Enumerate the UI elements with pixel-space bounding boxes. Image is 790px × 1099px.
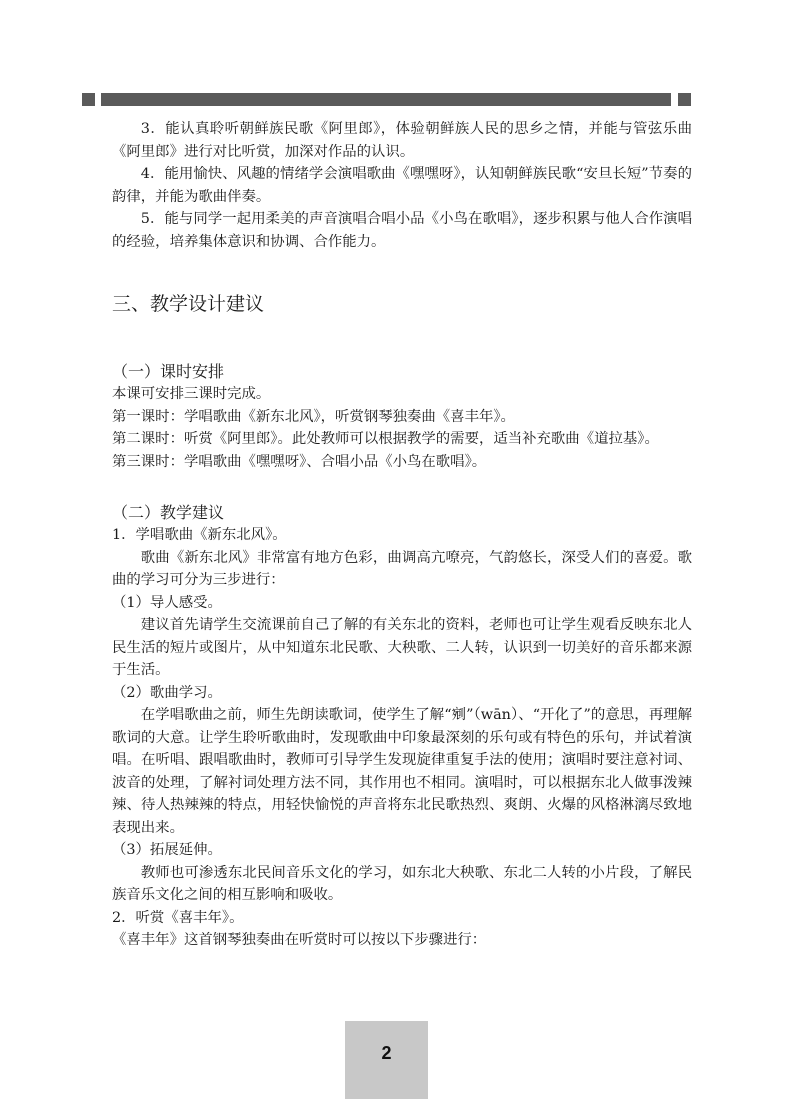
step-2-title: （2）歌曲学习。 [112, 684, 222, 701]
page-number-box [345, 1021, 428, 1099]
step-1-title: （1）导人感受。 [112, 594, 222, 611]
item-2-text: 《喜丰年》这首钢琴独奏曲在听赏时可以按以下步骤进行： [112, 932, 487, 948]
page-number: 2 [381, 1043, 392, 1063]
schedule-lesson-2: 第二课时：听赏《阿里郎》。此处教师可以根据教学的需要，适当补充歌曲《道拉基》。 [112, 431, 659, 447]
subsection-suggestions-title: （二）教学建议 [112, 503, 225, 522]
header-bar-right-block [678, 93, 691, 106]
step-3-text: 教师也可渗透东北民间音乐文化的学习，如东北大秧歌、东北二人转的小片段，了解民族音乐文化之间的相互影响和吸收。 [112, 864, 692, 903]
page-content [112, 118, 692, 952]
step-3-title: （3）拓展延伸。 [112, 842, 222, 858]
schedule-lesson-1: 第一课时：学唱歌曲《新东北风》，听赏钢琴独奏曲《喜丰年》。 [112, 408, 515, 425]
schedule-intro: 本课可安排三课时完成。 [112, 386, 271, 402]
objective-5: 5．能与同学一起用柔美的声音演唱合唱小品《小鸟在歌唱》，逐步积累与他人合作演唱的经验，培养集体意识和协调、合作能力。 [112, 211, 692, 250]
item-2-title: 2．听赏《喜丰年》。 [112, 909, 244, 926]
objective-4: 4．能用愉快、风趣的情绪学会演唱歌曲《嘿嘿呀》，认知朝鲜族民歌“安旦长短”节奏的韵律，并能为歌曲伴奏。 [112, 166, 692, 205]
objective-3: 3．能认真聆听朝鲜族民歌《阿里郎》，体验朝鲜族人民的思乡之情，并能与管弦乐曲《阿里郎》进行对比听赏，加深对作品的认识。 [112, 121, 692, 160]
item-1-title: 1．学唱歌曲《新东北风》。 [112, 527, 287, 543]
subsection-schedule-title: （一）课时安排 [112, 362, 225, 381]
section-title: 三、教学设计建议 [112, 293, 265, 315]
header-bar-left-block [82, 93, 95, 106]
header-bar [101, 93, 671, 106]
schedule-lesson-3: 第三课时：学唱歌曲《嘿嘿呀》、合唱小品《小鸟在歌唱》。 [112, 453, 487, 470]
step-1-text: 建议首先请学生交流课前自己了解的有关东北的资料，老师也可让学生观看反映东北人民生活的短片或图片，从中知道东北民歌、大秧歌、二人转，认识到一切美好的音乐都来源于生活。 [112, 617, 692, 678]
item-1-intro: 歌曲《新东北风》非常富有地方色彩，曲调高亢嘹亮，气韵悠长，深受人们的喜爱。歌曲的学习可分为三步进行： [112, 549, 692, 588]
step-2-text: 在学唱歌曲之前，师生先朗读歌词，使学生了解“剜”（wān）、“开化了”的意思，再理解歌词的大意。让学生聆听歌曲时，发现歌曲中印象最深刻的乐句或有特色的乐句，并试着演唱。在听唱、跟唱歌曲时，教师可引导学生发现旋律重复手法的使用；演唱时要注意衬词、波音的处理，了解衬词处理方法不同，其作用也不相同。演唱时，可以根据东北人做事泼辣辣、待人热辣辣的特点，用轻快愉悦的声音将东北民歌热烈、爽朗、火爆的风格淋漓尽致地表现出来。 [112, 707, 692, 836]
